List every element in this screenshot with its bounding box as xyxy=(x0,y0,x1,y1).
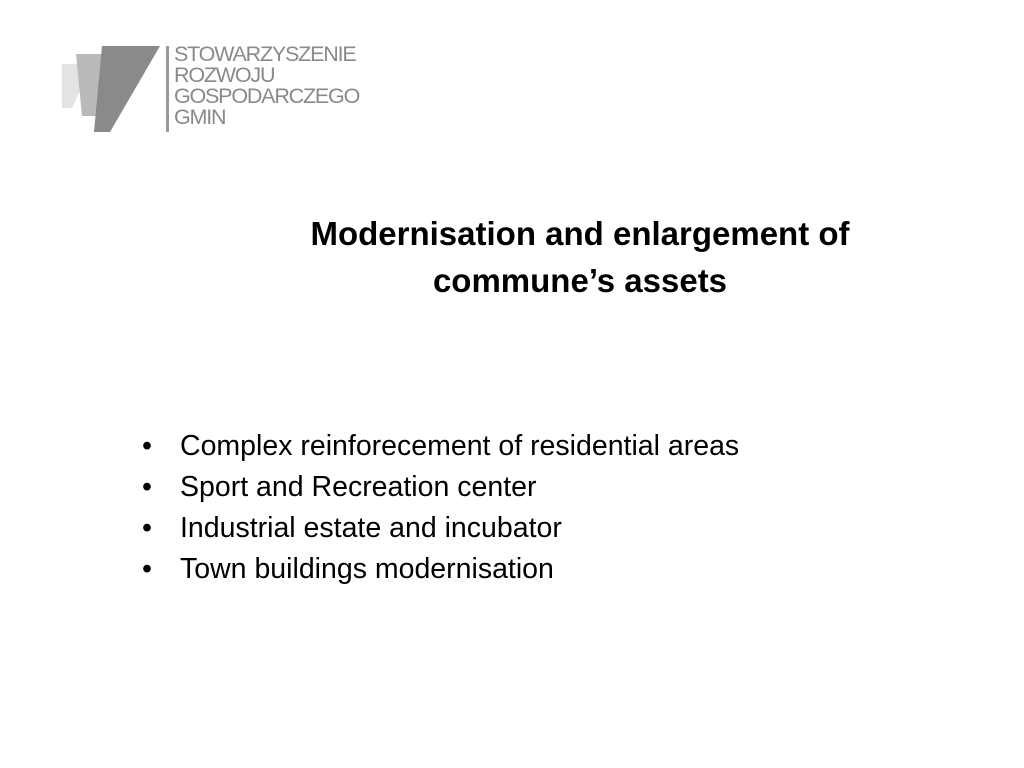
organization-logo xyxy=(62,44,402,136)
slide-title-line-2: commune’s assets xyxy=(432,262,728,299)
logo-line-4: GMIN xyxy=(174,105,226,129)
bullet-item xyxy=(142,508,739,549)
logo-line-3: GOSPODARCZEGO xyxy=(174,84,360,108)
bullet-text: Complex reinforecement of residential areas xyxy=(180,430,740,462)
bullet-text: Sport and Recreation center xyxy=(180,471,537,503)
logo-chevron-icon xyxy=(62,44,166,136)
bullet-marker: • xyxy=(142,430,152,462)
bullet-item xyxy=(142,467,739,508)
bullet-marker: • xyxy=(142,512,152,544)
logo-divider xyxy=(166,46,169,132)
slide-title-line-1: Modernisation and enlargement of xyxy=(310,215,850,252)
logo-line-2: ROZWOJU xyxy=(174,63,275,87)
slide-title xyxy=(230,210,930,304)
logo-line-1: STOWARZYSZENIE xyxy=(174,42,356,66)
bullet-text: Industrial estate and incubator xyxy=(180,512,562,544)
bullet-text: Town buildings modernisation xyxy=(180,553,554,585)
bullet-marker: • xyxy=(142,471,152,503)
bullet-item xyxy=(142,426,739,467)
bullet-list xyxy=(142,426,739,590)
bullet-marker: • xyxy=(142,553,152,585)
bullet-item xyxy=(142,549,739,590)
logo-wordmark xyxy=(174,44,359,128)
